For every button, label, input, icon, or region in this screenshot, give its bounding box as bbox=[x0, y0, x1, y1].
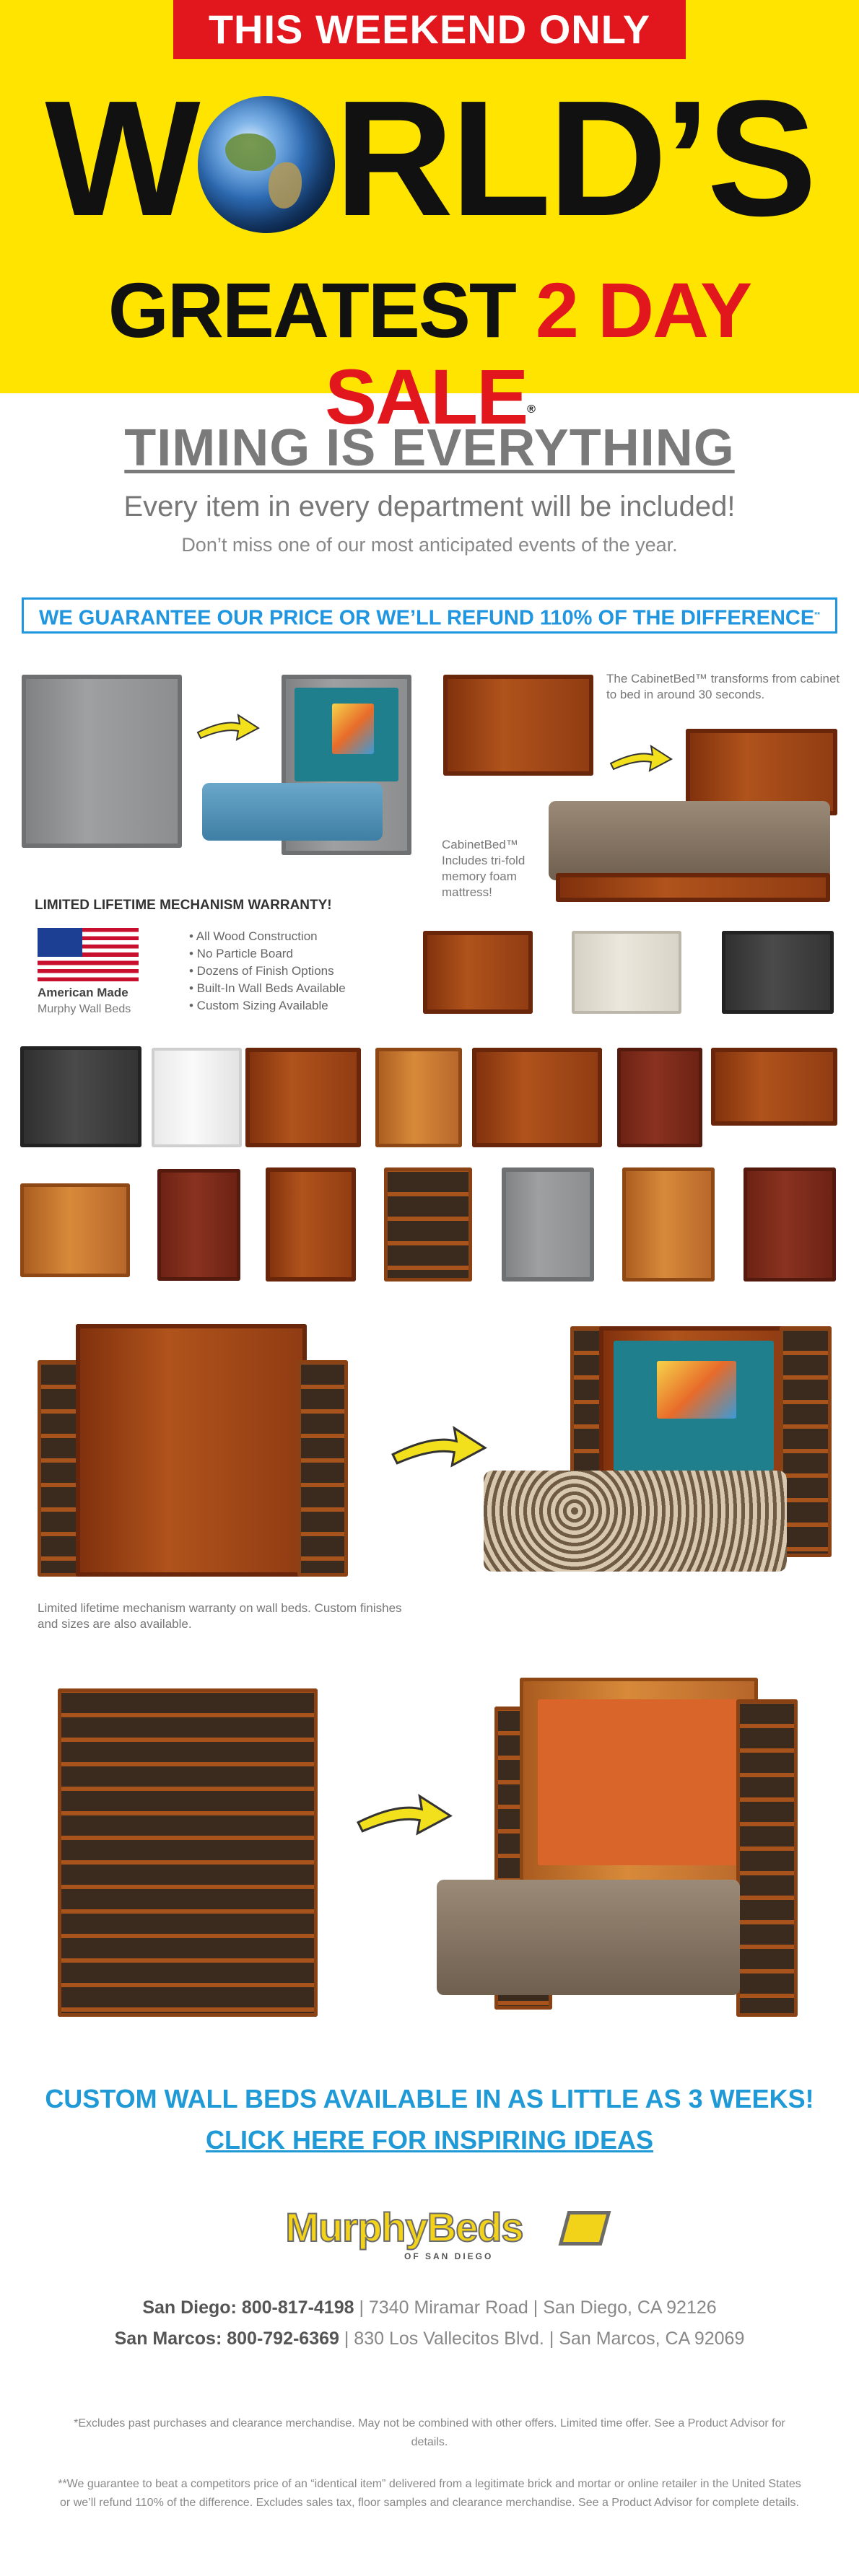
gray-wallbed-closed-image[interactable] bbox=[22, 675, 182, 848]
contact-phone[interactable]: San Diego: 800-817-4198 bbox=[142, 2297, 354, 2318]
feature-item: • Dozens of Finish Options bbox=[189, 964, 334, 978]
sale-two-day: 2 DAY SALE bbox=[325, 266, 751, 440]
wallbed-thumb[interactable] bbox=[617, 1048, 702, 1147]
bookcase-wallbed-open-image[interactable] bbox=[426, 1678, 816, 2046]
wallbed-thumb[interactable] bbox=[245, 1048, 361, 1147]
contact-address: | 830 Los Vallecitos Blvd. | San Marcos, CA 92069 bbox=[339, 2329, 745, 2349]
sale-greatest: GREATEST bbox=[108, 266, 515, 354]
guarantee-text: WE GUARANTEE OUR PRICE OR WE’LL REFUND 110% OF THE DIFFERENCE bbox=[39, 606, 815, 630]
wallbed-thumb[interactable] bbox=[20, 1046, 141, 1147]
inspiring-ideas-link[interactable]: CLICK HERE FOR INSPIRING IDEAS bbox=[205, 2125, 654, 2155]
worlds-rest: RLD’S bbox=[334, 67, 814, 250]
dont-miss-note: Don’t miss one of our most anticipated events of the year. bbox=[181, 534, 678, 556]
wallbed-thumb[interactable] bbox=[744, 1167, 836, 1282]
wallbed-thumb[interactable] bbox=[622, 1167, 715, 1282]
murphy-wall-beds-label: Murphy Wall Beds bbox=[38, 1003, 131, 1015]
globe-icon bbox=[198, 96, 335, 233]
side-bookcase-right bbox=[736, 1699, 798, 2017]
bookcase-wallbed-closed-image[interactable] bbox=[58, 1688, 318, 2017]
wallbed-thumb[interactable] bbox=[472, 1048, 602, 1147]
cabinetbed-side-caption: CabinetBed™ Includes tri-fold memory foam mattress! bbox=[442, 838, 526, 899]
feature-item: • Custom Sizing Available bbox=[189, 999, 328, 1012]
wallbed-thumb[interactable] bbox=[266, 1167, 356, 1282]
bedspread bbox=[484, 1471, 787, 1572]
gray-wallbed-open-image[interactable] bbox=[195, 675, 426, 869]
wallbed-desk-thumb[interactable] bbox=[711, 1048, 837, 1126]
wallbed-closed-large-image[interactable] bbox=[76, 1324, 307, 1577]
cabinetbed-caption: The CabinetBed™ transforms from cabinet to bed in around 30 seconds. bbox=[606, 672, 840, 701]
feature-list bbox=[189, 928, 346, 1015]
wallbed-backpanel bbox=[538, 1699, 740, 1865]
greatest-sale-title bbox=[0, 267, 859, 440]
timing-headline: TIMING IS EVERYTHING bbox=[124, 419, 735, 477]
cabinet-cream-image[interactable] bbox=[572, 931, 681, 1014]
bedspread bbox=[202, 783, 383, 841]
side-bookcase-right bbox=[297, 1360, 348, 1577]
bedspread bbox=[437, 1880, 740, 1995]
wallbed-open-large-image[interactable] bbox=[469, 1326, 837, 1644]
weekend-only-banner: THIS WEEKEND ONLY bbox=[173, 0, 686, 59]
price-guarantee-box[interactable] bbox=[22, 597, 837, 634]
wallbed-warranty-caption: Limited lifetime mechanism warranty on wall beds. Custom finishes and sizes are also available. bbox=[38, 1601, 402, 1631]
fine-print-guarantee: **We guarantee to beat a competitors price of an “identical item” delivered from a legitimate brick and mortar or online retailer in the United States or we’ll refund 110% of the difference. Excludes sales tax, floor samples and clearance merchandise. See a Product Advisor for complete details. bbox=[58, 2478, 801, 2509]
contact-address: | 7340 Miramar Road | San Diego, CA 92126 bbox=[354, 2297, 717, 2318]
cabinet-mattress bbox=[549, 801, 830, 880]
wall-art-image bbox=[332, 704, 374, 754]
cabinet-gray-image[interactable] bbox=[722, 931, 834, 1014]
wallbed-thumb[interactable] bbox=[152, 1048, 242, 1147]
logo-subtitle: OF SAN DIEGO bbox=[404, 2251, 494, 2261]
contact-phone[interactable]: San Marcos: 800-792-6369 bbox=[114, 2329, 339, 2349]
logo-wordmark: MurphyBeds bbox=[285, 2204, 523, 2250]
cabinet-base bbox=[556, 873, 830, 902]
american-made-label: American Made bbox=[38, 986, 128, 999]
feature-item: • Built-In Wall Beds Available bbox=[189, 981, 346, 995]
wallbed-thumb[interactable] bbox=[502, 1167, 594, 1282]
fine-print-exclusions: *Excludes past purchases and clearance merchandise. May not be combined with other offers. Limited time offer. See a Product Advisor for details. bbox=[74, 2417, 785, 2448]
wall-art-image bbox=[657, 1361, 736, 1419]
contact-san-diego bbox=[0, 2297, 859, 2318]
sale-registered-mark: ® bbox=[527, 403, 534, 416]
every-item-subtitle: Every item in every department will be included! bbox=[123, 491, 736, 522]
guarantee-mark: ** bbox=[814, 611, 820, 619]
cabinet-cherry-image[interactable] bbox=[423, 931, 533, 1014]
wallbed-thumb[interactable] bbox=[375, 1048, 462, 1147]
wallbed-thumb[interactable] bbox=[20, 1183, 130, 1277]
worlds-w: W bbox=[45, 67, 198, 250]
cabinetbed-open-image[interactable] bbox=[541, 729, 845, 909]
wallbed-desk-thumb[interactable] bbox=[157, 1169, 240, 1281]
side-bookcase-right bbox=[780, 1326, 832, 1557]
warranty-title: LIMITED LIFETIME MECHANISM WARRANTY! bbox=[35, 898, 332, 913]
custom-wallbeds-cta: CUSTOM WALL BEDS AVAILABLE IN AS LITTLE AS 3 WEEKS! bbox=[45, 2084, 814, 2113]
feature-item: • No Particle Board bbox=[189, 947, 293, 960]
worlds-title bbox=[0, 67, 859, 250]
contact-san-marcos bbox=[0, 2329, 859, 2349]
bookcase-wallbed-thumb[interactable] bbox=[384, 1167, 472, 1282]
flag-canton bbox=[38, 928, 82, 957]
feature-item: • All Wood Construction bbox=[189, 929, 318, 943]
